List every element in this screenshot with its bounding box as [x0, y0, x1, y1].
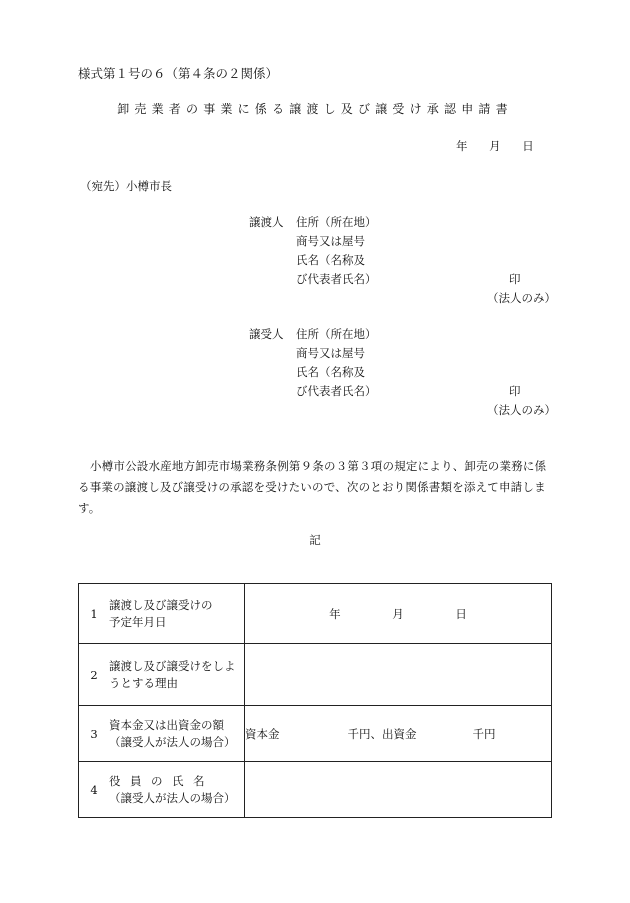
item-label-line1: 資本金又は出資金の額	[109, 717, 224, 732]
item-label-cell	[79, 644, 245, 706]
transferee-address-label: 住所（所在地）	[296, 327, 377, 341]
item-label-line2: うとする理由	[109, 675, 178, 690]
capital-amount-field[interactable]	[245, 706, 552, 762]
item-label-cell	[79, 762, 245, 818]
application-items-table	[78, 583, 552, 818]
item-number: 3	[90, 726, 98, 741]
item-label-line2: 予定年月日	[109, 614, 167, 629]
application-body-text: 小樽市公設水産地方卸売市場業務条例第９条の３第３項の規定により、卸売の業務に係る事業の譲渡し及び譲受けの承認を受けたいので、次のとおり関係書類を添えて申請します。	[78, 459, 547, 515]
transferee-trade-name-label: 商号又は屋号	[296, 346, 365, 360]
item-label-line1: 役員の氏名	[109, 773, 214, 788]
transfer-date-field[interactable]: 年 月 日	[245, 584, 552, 644]
table-row	[79, 584, 552, 644]
transferor-trade-name-label: 商号又は屋号	[296, 234, 365, 248]
transferor-corp-only-note: （法人のみ）	[487, 291, 556, 305]
addressee: （宛先）小樽市長	[80, 179, 172, 193]
transferor-name-label-2: び代表者氏名）	[296, 272, 377, 286]
transferee-name-label-2: び代表者氏名）	[296, 384, 377, 398]
item-label-line1: 譲渡し及び譲受けをしよ	[109, 658, 236, 673]
item-number: 2	[90, 667, 98, 682]
table-row	[79, 762, 552, 818]
table-row	[79, 644, 552, 706]
transferor-address-label: 住所（所在地）	[296, 215, 377, 229]
transferor-seal-mark: 印	[509, 272, 521, 286]
form-number: 様式第１号の６（第４条の２関係）	[78, 66, 279, 81]
item-label-line2: （譲受人が法人の場合）	[109, 790, 236, 805]
transferee-corp-only-note: （法人のみ）	[487, 403, 556, 417]
item-number: 4	[90, 782, 98, 797]
transferor-role: 譲渡人	[249, 215, 284, 229]
item-label-line1: 譲渡し及び譲受けの	[109, 597, 213, 612]
transferor-name-label-1: 氏名（名称及	[296, 253, 365, 267]
capital-unit-label: 千円、出資金	[347, 726, 417, 741]
item-label-cell	[79, 706, 245, 762]
ki-heading: 記	[309, 533, 321, 547]
document-title: 卸売業者の事業に係る譲渡し及び譲受け承認申請書	[117, 102, 513, 116]
application-date-line: 年 月 日	[456, 139, 534, 153]
table-row	[79, 706, 552, 762]
item-number: 1	[90, 606, 98, 621]
transfer-reason-field[interactable]	[245, 644, 552, 706]
capital-label: 資本金	[245, 726, 280, 741]
investment-unit-label: 千円	[472, 726, 496, 741]
transferee-seal-mark: 印	[509, 384, 521, 398]
transferee-role: 譲受人	[249, 327, 284, 341]
item-label-line2: （譲受人が法人の場合）	[109, 734, 236, 749]
officer-names-field[interactable]	[245, 762, 552, 818]
item-label-cell	[79, 584, 245, 644]
transferee-name-label-1: 氏名（名称及	[296, 365, 365, 379]
